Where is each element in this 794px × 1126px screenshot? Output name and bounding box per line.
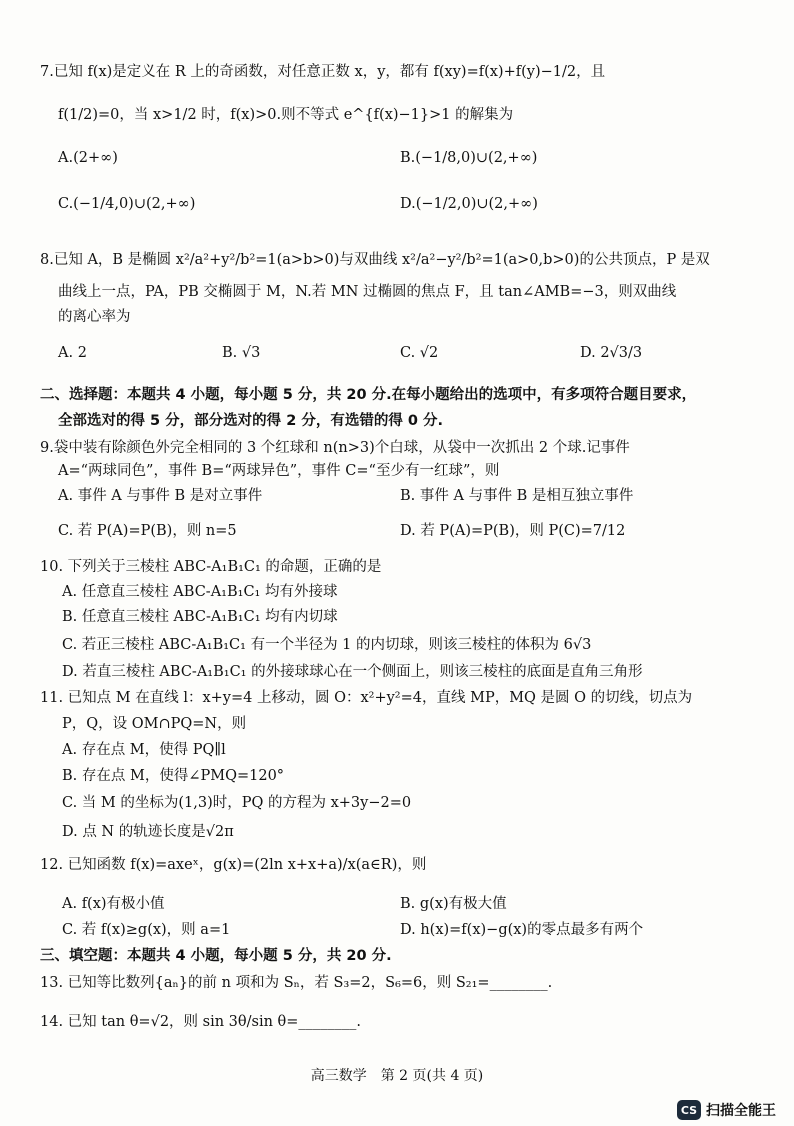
q8-stem-line3: 的离心率为 bbox=[58, 309, 131, 325]
q11-stem-line2: P，Q，设 OM∩PQ=N，则 bbox=[62, 716, 247, 732]
q7-option-a: A.(2+∞) bbox=[58, 150, 118, 166]
q11-option-a: A. 存在点 M，使得 PQ∥l bbox=[62, 742, 226, 758]
q7-option-b: B.(−1/8,0)∪(2,+∞) bbox=[400, 150, 538, 166]
q8-option-c: C. √2 bbox=[400, 345, 439, 361]
q10-option-c: C. 若正三棱柱 ABC-A₁B₁C₁ 有一个半径为 1 的内切球，则该三棱柱的体积为 6√3 bbox=[62, 637, 592, 653]
q12-option-c: C. 若 f(x)≥g(x)，则 a=1 bbox=[62, 922, 231, 938]
q11-stem-line1: 11. 已知点 M 在直线 l：x+y=4 上移动，圆 O：x²+y²=4，直线 MP，MQ 是圆 O 的切线，切点为 bbox=[40, 690, 693, 706]
q12-option-a: A. f(x)有极小值 bbox=[62, 896, 165, 912]
q8-stem-line2: 曲线上一点，PA，PB 交椭圆于 M，N.若 MN 过椭圆的焦点 F，且 tan∠AMB=−3，则双曲线 bbox=[58, 284, 677, 300]
q11-option-b: B. 存在点 M，使得∠PMQ=120° bbox=[62, 768, 285, 784]
cs-logo-icon: CS bbox=[677, 1100, 701, 1120]
q12-option-b: B. g(x)有极大值 bbox=[400, 896, 507, 912]
q11-option-c: C. 当 M 的坐标为(1,3)时，PQ 的方程为 x+3y−2=0 bbox=[62, 795, 412, 811]
q12-stem: 12. 已知函数 f(x)=axeˣ，g(x)=(2ln x+x+a)/x(a∈R)，则 bbox=[40, 857, 427, 873]
q8-option-d: D. 2√3/3 bbox=[580, 345, 643, 361]
q9-option-a: A. 事件 A 与事件 B 是对立事件 bbox=[58, 488, 263, 504]
q13-stem: 13. 已知等比数列{aₙ}的前 n 项和为 Sₙ，若 S₃=2，S₆=6，则 S₂₁=________. bbox=[40, 975, 553, 991]
q9-option-b: B. 事件 A 与事件 B 是相互独立事件 bbox=[400, 488, 634, 504]
q9-stem-line1: 9.袋中装有除颜色外完全相同的 3 个红球和 n(n>3)个白球，从袋中一次抓出 2 个球.记事件 bbox=[40, 440, 630, 456]
q9-option-c: C. 若 P(A)=P(B)，则 n=5 bbox=[58, 523, 237, 539]
scanner-watermark-text: 扫描全能王 bbox=[706, 1103, 776, 1119]
q10-option-a: A. 任意直三棱柱 ABC-A₁B₁C₁ 均有外接球 bbox=[62, 584, 338, 600]
q10-stem: 10. 下列关于三棱柱 ABC-A₁B₁C₁ 的命题，正确的是 bbox=[40, 559, 382, 575]
q14-stem: 14. 已知 tan θ=√2，则 sin 3θ/sin θ=________. bbox=[40, 1014, 362, 1030]
page-footer: 高三数学 第 2 页(共 4 页) bbox=[310, 1068, 484, 1084]
q12-option-d: D. h(x)=f(x)−g(x)的零点最多有两个 bbox=[400, 922, 644, 938]
q7-option-d: D.(−1/2,0)∪(2,+∞) bbox=[400, 196, 538, 212]
q7-stem-line1: 7.已知 f(x)是定义在 R 上的奇函数，对任意正数 x，y，都有 f(xy)=f(x)+f(y)−1/2，且 bbox=[40, 64, 606, 80]
section-2-instructions: 全部选对的得 5 分，部分选对的得 2 分，有选错的得 0 分. bbox=[58, 413, 444, 429]
section-3-heading: 三、填空题：本题共 4 小题，每小题 5 分，共 20 分. bbox=[40, 948, 392, 964]
section-2-heading: 二、选择题：本题共 4 小题，每小题 5 分，共 20 分.在每小题给出的选项中，有多项符合题目要求， bbox=[40, 387, 697, 403]
q10-option-d: D. 若直三棱柱 ABC-A₁B₁C₁ 的外接球球心在一个侧面上，则该三棱柱的底面是直角三角形 bbox=[62, 664, 643, 680]
q10-option-b: B. 任意直三棱柱 ABC-A₁B₁C₁ 均有内切球 bbox=[62, 609, 338, 625]
scanner-watermark bbox=[677, 1100, 776, 1120]
q8-option-b: B. √3 bbox=[222, 345, 261, 361]
q11-option-d: D. 点 N 的轨迹长度是√2π bbox=[62, 824, 234, 840]
q8-option-a: A. 2 bbox=[58, 345, 87, 361]
q9-stem-line2: A=“两球同色”，事件 B=“两球异色”，事件 C=“至少有一红球”，则 bbox=[58, 463, 500, 479]
q7-stem-line2: f(1/2)=0，当 x>1/2 时，f(x)>0.则不等式 e^{f(x)−1}>1 的解集为 bbox=[58, 107, 514, 123]
q8-stem-line1: 8.已知 A，B 是椭圆 x²/a²+y²/b²=1(a>b>0)与双曲线 x²/a²−y²/b²=1(a>0,b>0)的公共顶点，P 是双 bbox=[40, 252, 710, 268]
q7-option-c: C.(−1/4,0)∪(2,+∞) bbox=[58, 196, 196, 212]
q9-option-d: D. 若 P(A)=P(B)，则 P(C)=7/12 bbox=[400, 523, 626, 539]
